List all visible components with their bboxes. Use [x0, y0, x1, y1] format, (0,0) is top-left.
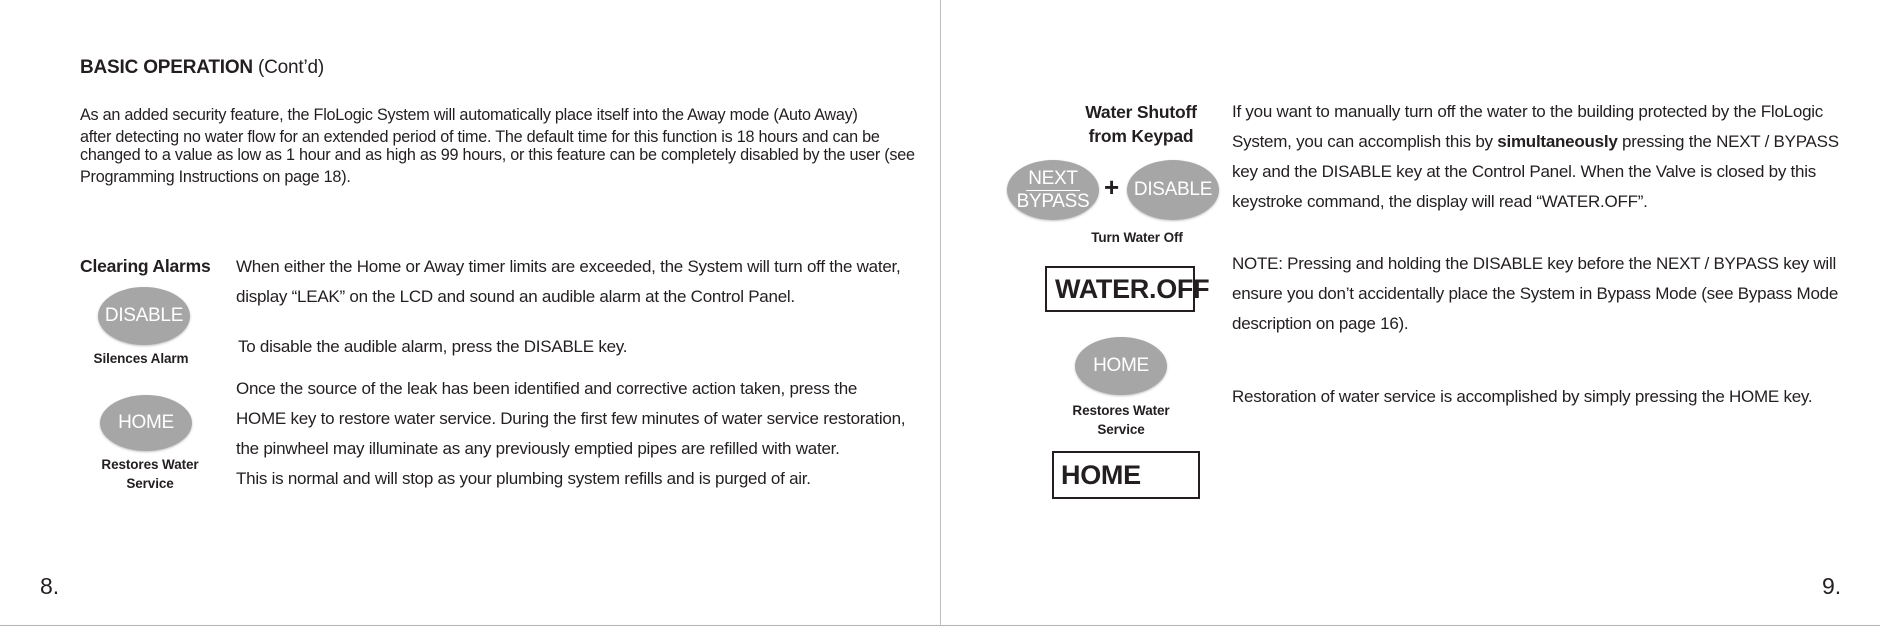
lcd-home-display: HOME [1052, 451, 1200, 499]
caption-line: Restores Water [1072, 403, 1170, 418]
disable-key: DISABLE [1127, 160, 1219, 220]
intro-line: Programming Instructions on page 18). [80, 168, 351, 186]
paragraph-line: If you want to manually turn off the water to the building protected by the FloLogic [1232, 102, 1824, 121]
page-number-right: 9. [1822, 573, 1842, 599]
restoration-line: Restoration of water service is accomplished by simply pressing the HOME key. [1232, 387, 1813, 406]
restore-paragraph [236, 374, 905, 494]
intro-line: after detecting no water flow for an extended period of time. The default time for this function is 18 hours and can be [80, 128, 880, 146]
restores-water-caption [1061, 401, 1181, 439]
clearing-alarms-title: Clearing Alarms [80, 256, 211, 276]
paragraph-line: display “LEAK” on the LCD and sound an audible alarm at the Control Panel. [236, 287, 795, 306]
paragraph-line: ensure you don’t accidentally place the System in Bypass Mode (see Bypass Mode [1232, 284, 1839, 303]
disable-instruction: To disable the audible alarm, press the DISABLE key. [238, 337, 628, 356]
restores-water-caption [90, 455, 210, 493]
leak-paragraph [236, 252, 900, 312]
lcd-water-off-display: WATER.OFF [1045, 266, 1195, 312]
paragraph-line: description on page 16). [1232, 314, 1409, 333]
note-paragraph [1232, 249, 1838, 339]
paragraph-line: NOTE: Pressing and holding the DISABLE key before the NEXT / BYPASS key will [1232, 254, 1836, 273]
silences-alarm-caption: Silences Alarm [93, 351, 189, 366]
section-heading [80, 57, 324, 79]
intro-line: changed to a value as low as 1 hour and as high as 99 hours, or this feature can be completely disabled by the user (see [80, 146, 915, 164]
paragraph-line [1232, 127, 1839, 157]
paragraph-line: HOME key to restore water service. During the first few minutes of water service restoration, [236, 409, 906, 428]
right-page [941, 0, 1880, 626]
next-bypass-key [1007, 160, 1099, 220]
paragraph-line: When either the Home or Away timer limits are exceeded, the System will turn off the water, [236, 257, 901, 276]
heading-bold: BASIC OPERATION [80, 57, 253, 78]
heading-rest: (Cont’d) [258, 57, 325, 78]
caption-line: Restores Water [101, 457, 199, 472]
next-label: NEXT [1028, 167, 1078, 189]
disable-key: DISABLE [98, 287, 190, 345]
turn-water-off-caption: Turn Water Off [1091, 230, 1183, 245]
paragraph-line: key and the DISABLE key at the Control Panel. When the Valve is closed by this [1232, 162, 1817, 181]
intro-line: As an added security feature, the FloLogic System will automatically place itself into the Away mode (Auto Away) [80, 106, 858, 124]
paragraph-line: the pinwheel may illuminate as any previously emptied pipes are refilled with water. [236, 439, 840, 458]
caption-line: Service [126, 476, 174, 491]
emphasis-text: simultaneously [1497, 132, 1618, 151]
paragraph-line: keystroke command, the display will read “WATER.OFF”. [1232, 192, 1648, 211]
paragraph-line: Once the source of the leak has been identified and corrective action taken, press the [236, 379, 858, 398]
water-shutoff-title [1071, 100, 1211, 148]
home-key: HOME [1075, 337, 1167, 395]
caption-line: Service [1097, 422, 1145, 437]
title-line: from Keypad [1088, 126, 1194, 146]
text-run: System, you can accomplish this by [1232, 132, 1498, 151]
intro-paragraph [80, 104, 915, 188]
paragraph-line: This is normal and will stop as your plumbing system refills and is purged of air. [236, 469, 811, 488]
shutoff-paragraph [1232, 97, 1839, 217]
bypass-label: BYPASS [1016, 190, 1090, 212]
text-run: pressing the NEXT / BYPASS [1617, 132, 1839, 151]
home-key: HOME [100, 395, 192, 451]
plus-sign: + [1104, 172, 1120, 202]
page-number-left: 8. [40, 573, 60, 599]
title-line: Water Shutoff [1085, 102, 1197, 122]
